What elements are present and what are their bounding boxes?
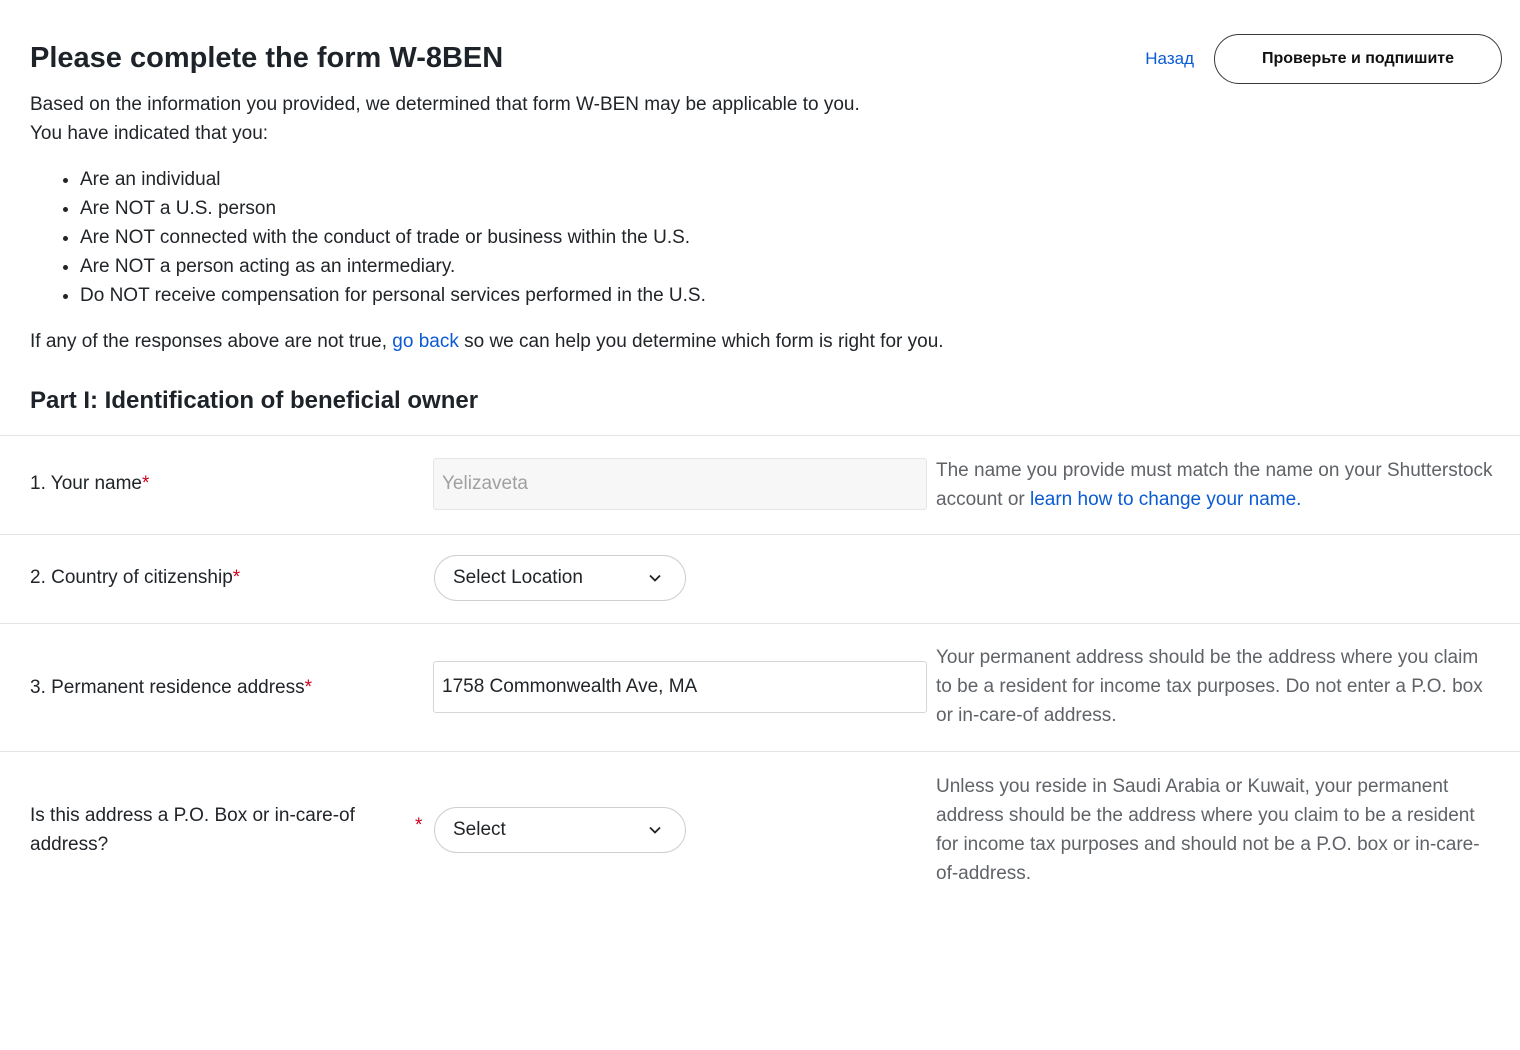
list-item: • Are NOT connected with the conduct of trade or business within the U.S. bbox=[80, 223, 1130, 252]
citizenship-select-value: Select Location bbox=[453, 567, 583, 588]
page-title: Please complete the form W-8BEN bbox=[30, 42, 504, 74]
po-box-select-value: Select bbox=[453, 819, 506, 840]
change-name-link[interactable]: learn how to change your name. bbox=[1030, 489, 1302, 510]
divider bbox=[0, 623, 1520, 624]
address-field[interactable] bbox=[433, 661, 927, 713]
name-label bbox=[30, 469, 149, 498]
citizenship-label-text: 2. Country of citizenship bbox=[30, 567, 233, 588]
conditions-list bbox=[30, 165, 1130, 310]
chevron-down-icon bbox=[649, 574, 661, 582]
citizenship-label bbox=[30, 563, 240, 592]
intro-text: Based on the information you provided, we determined that form W-BEN may be applicable to you. bbox=[30, 94, 860, 115]
intro-section bbox=[30, 40, 1130, 356]
divider bbox=[0, 534, 1520, 535]
review-and-sign-button[interactable]: Проверьте и подпишите bbox=[1214, 34, 1502, 84]
address-label-text: 3. Permanent residence address bbox=[30, 677, 305, 698]
list-item: • Are an individual bbox=[80, 165, 1130, 194]
po-box-label: Is this address a P.O. Box or in-care-of address? bbox=[30, 805, 355, 855]
part1-heading: Part I: Identification of beneficial owner bbox=[30, 387, 479, 414]
po-box-select[interactable] bbox=[434, 807, 686, 853]
list-item: • Are NOT a U.S. person bbox=[80, 194, 1130, 223]
list-item: • Are NOT a person acting as an intermediary. bbox=[80, 252, 1130, 281]
chevron-down-icon bbox=[649, 826, 661, 834]
name-help-text: The name you provide must match the name on your Shutterstock account or bbox=[936, 460, 1493, 510]
name-label-text: 1. Your name bbox=[30, 473, 142, 494]
required-asterisk: * bbox=[304, 677, 313, 698]
go-back-text bbox=[30, 327, 1130, 356]
list-item: • Do NOT receive compensation for personal services performed in the U.S. bbox=[80, 281, 1130, 310]
back-link[interactable]: Назад bbox=[1145, 49, 1194, 68]
name-help bbox=[936, 456, 1496, 514]
address-help: Your permanent address should be the address where you claim to be a resident for income tax purposes. Do not enter a P.O. box or in-care-of address. bbox=[936, 647, 1483, 726]
go-back-suffix: so we can help you determine which form is right for you. bbox=[458, 331, 944, 352]
divider bbox=[0, 751, 1520, 752]
required-asterisk: * bbox=[415, 815, 423, 836]
go-back-prefix: If any of the responses above are not true, bbox=[30, 331, 393, 352]
required-asterisk: * bbox=[232, 567, 241, 588]
citizenship-select[interactable] bbox=[434, 555, 686, 601]
address-label bbox=[30, 673, 312, 702]
indicated-text: You have indicated that you: bbox=[30, 123, 269, 144]
header-actions bbox=[1145, 34, 1502, 84]
go-back-link[interactable]: go back bbox=[392, 331, 459, 352]
po-box-help: Unless you reside in Saudi Arabia or Kuwait, your permanent address should be the address where you claim to be a resident for income tax purposes and should not be a P.O. box or in-care-of-address. bbox=[936, 776, 1480, 884]
required-asterisk: * bbox=[141, 473, 150, 494]
divider bbox=[0, 435, 1520, 436]
name-field[interactable] bbox=[433, 458, 927, 510]
